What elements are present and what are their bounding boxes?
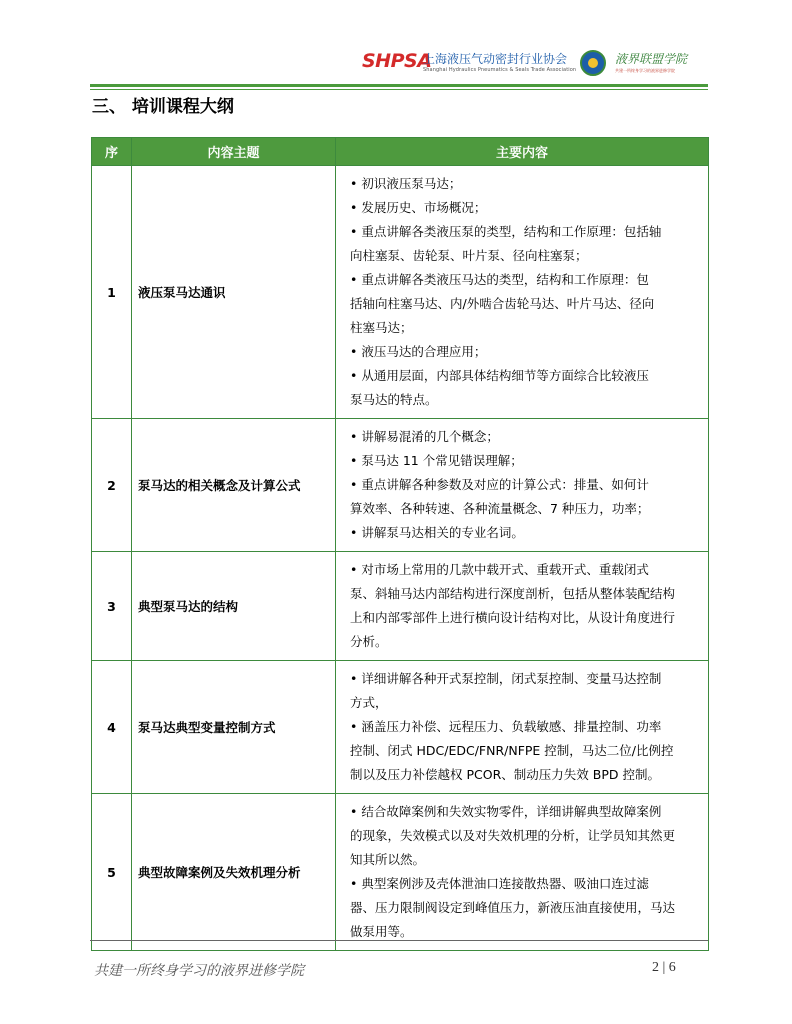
academy-subtitle: 共建一所终身学习的液界进修学院 (615, 68, 675, 73)
shpsa-logo: SHPSA (362, 50, 432, 72)
row-topic: 泵马达的相关概念及计算公式 (132, 419, 336, 552)
association-name: 上海液压气动密封行业协会 (423, 52, 568, 66)
detail-line: 做泵用等。 (350, 924, 413, 939)
detail-line: 的现象，失效模式以及对失效机理的分析，让学员知其然更 (350, 828, 676, 843)
detail-line: 括轴向柱塞马达、内/外啮合齿轮马达、叶片马达、径向 (350, 296, 655, 311)
detail-line: 泵马达的特点。 (350, 392, 438, 407)
row-detail (336, 661, 709, 794)
detail-line: • 初识液压泵马达； (350, 176, 462, 191)
row-index: 1 (92, 166, 132, 419)
detail-line: • 液压马达的合理应用； (350, 344, 487, 359)
detail-line: • 典型案例涉及壳体泄油口连接散热器、吸油口连过滤 (350, 876, 649, 891)
detail-line: 泵、斜轴马达内部结构进行深度剖析，包括从整体装配结构 (350, 586, 676, 601)
footer-slogan: 共建一所终身学习的液界进修学院 (94, 963, 304, 979)
row-detail (336, 166, 709, 419)
row-topic: 液压泵马达通识 (132, 166, 336, 419)
row-topic: 典型故障案例及失效机理分析 (132, 794, 336, 951)
detail-line: • 结合故障案例和失效实物零件，详细讲解典型故障案例 (350, 804, 662, 819)
detail-line: 制以及压力补偿越权 PCOR、制动压力失效 BPD 控制。 (350, 767, 660, 782)
page-header (0, 0, 792, 92)
header-divider-thin (90, 89, 708, 90)
table-body (92, 166, 709, 951)
detail-line: • 重点讲解各类液压泵的类型，结构和工作原理：包括轴 (350, 224, 662, 239)
detail-line: • 重点讲解各类液压马达的类型，结构和工作原理：包 (350, 272, 649, 287)
detail-line: • 讲解易混淆的几个概念； (350, 429, 499, 444)
detail-line: • 涵盖压力补偿、远程压力、负载敏感、排量控制、功率 (350, 719, 662, 734)
detail-line: 控制、闭式 HDC/EDC/FNR/NFPE 控制，马达二位/比例控 (350, 743, 674, 758)
detail-line: 向柱塞泵、齿轮泵、叶片泵、径向柱塞泵； (350, 248, 588, 263)
detail-line: • 发展历史、市场概况； (350, 200, 487, 215)
header-divider (90, 84, 708, 87)
row-index: 2 (92, 419, 132, 552)
table-row (92, 166, 709, 419)
table-header-row (92, 138, 709, 166)
detail-line: • 从通用层面，内部具体结构细节等方面综合比较液压 (350, 368, 649, 383)
detail-line: 器、压力限制阀设定到峰值压力，新液压油直接使用，马达 (350, 900, 676, 915)
detail-line: 方式， (350, 695, 388, 710)
page-number: 2 | 6 (652, 960, 676, 975)
header-topic: 内容主题 (132, 138, 336, 166)
table-row (92, 552, 709, 661)
row-index: 4 (92, 661, 132, 794)
association-name-en: Shanghai Hydraulics Pneumatics & Seals Trade Association (423, 67, 577, 73)
row-detail (336, 552, 709, 661)
footer-divider (90, 940, 708, 941)
row-index: 5 (92, 794, 132, 951)
detail-line: • 详细讲解各种开式泵控制，闭式泵控制、变量马达控制 (350, 671, 662, 686)
row-topic: 典型泵马达的结构 (132, 552, 336, 661)
header-index: 序 (92, 138, 132, 166)
detail-line: 算效率、各种转速、各种流量概念、7 种压力，功率； (350, 501, 650, 516)
detail-line: • 对市场上常用的几款中载开式、重载开式、重载闭式 (350, 562, 649, 577)
section-title: 三、 培训课程大纲 (92, 97, 234, 117)
detail-line: • 讲解泵马达相关的专业名词。 (350, 525, 524, 540)
detail-line: 分析。 (350, 634, 388, 649)
detail-line: 知其所以然。 (350, 852, 426, 867)
table-row (92, 419, 709, 552)
academy-badge-icon (580, 50, 606, 76)
row-topic: 泵马达典型变量控制方式 (132, 661, 336, 794)
table-row (92, 794, 709, 951)
row-index: 3 (92, 552, 132, 661)
header-detail: 主要内容 (336, 138, 709, 166)
table-row (92, 661, 709, 794)
academy-name: 液界联盟学院 (615, 52, 688, 66)
row-detail (336, 419, 709, 552)
row-detail (336, 794, 709, 951)
detail-line: 上和内部零部件上进行横向设计结构对比，从设计角度进行 (350, 610, 676, 625)
detail-line: 柱塞马达； (350, 320, 413, 335)
detail-line: • 泵马达 11 个常见错误理解； (350, 453, 523, 468)
detail-line: • 重点讲解各种参数及对应的计算公式：排量、如何计 (350, 477, 649, 492)
course-outline-table (91, 137, 709, 951)
